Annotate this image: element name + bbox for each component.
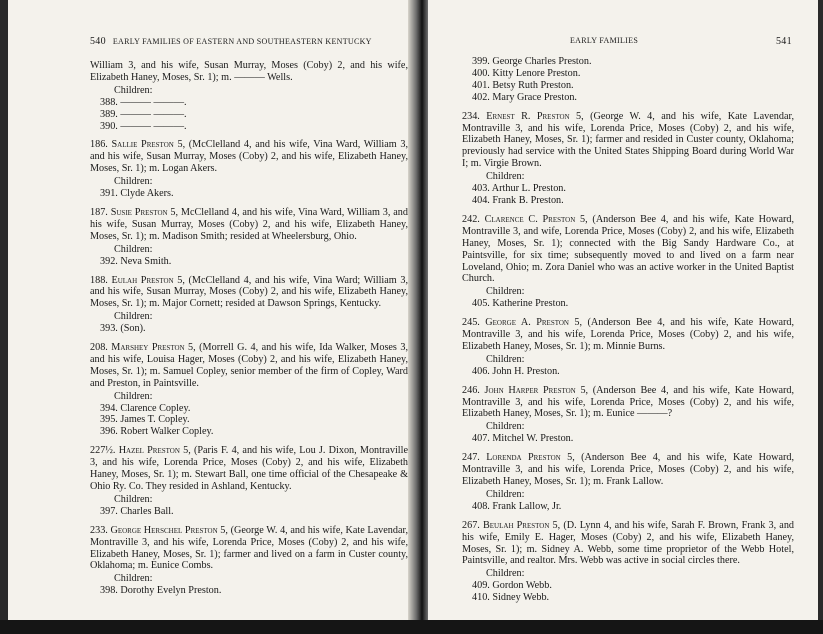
entry-children bbox=[90, 176, 408, 200]
entry-number: 187. bbox=[90, 206, 108, 218]
child-entry: 397. Charles Ball. bbox=[100, 505, 174, 517]
left-entries bbox=[90, 139, 408, 597]
entry-number: 267. bbox=[462, 519, 480, 531]
children-label: Children: bbox=[486, 488, 525, 500]
right-page bbox=[428, 0, 818, 620]
entry-children bbox=[462, 354, 794, 378]
entry-name: Marshey Preston bbox=[111, 342, 185, 354]
entry-name: Clarence C. Preston bbox=[484, 213, 576, 225]
left-page-number: 540 bbox=[90, 36, 106, 47]
child-entry: 401. Betsy Ruth Preston. bbox=[472, 79, 574, 91]
entry-name: Beulah Preston bbox=[482, 519, 550, 531]
entry-number: 186. bbox=[90, 139, 108, 151]
genealogy-entry bbox=[90, 139, 408, 175]
entry-number: 242. bbox=[462, 213, 480, 225]
entry-children bbox=[462, 171, 794, 207]
children-label: Children: bbox=[486, 353, 525, 365]
continuation-paragraph: William 3, and his wife, Susan Murray, Moses (Coby) 2, and his wife, Elizabeth Haney, Moses, Sr. 1); m. ——— Wells. bbox=[90, 60, 408, 83]
continuation-children bbox=[90, 85, 408, 133]
left-running-head-text: EARLY FAMILIES OF EASTERN AND SOUTHEASTERN KENTUCKY bbox=[112, 37, 372, 46]
entry-name: John Harper Preston bbox=[484, 384, 576, 396]
children-label: Children: bbox=[114, 243, 153, 255]
child-entry: 400. Kitty Lenore Preston. bbox=[472, 67, 581, 79]
entry-number: 188. bbox=[90, 274, 108, 286]
entry-text: 5, (Morrell G. 4, and his wife, Ida Walker, Moses 3, and his wife, Louisa Hager, Moses (Coby) 2, and his wife, Elizabeth Haney, Moses, Sr. 1); m. Samuel Copley, senior member of the firm of Copley, Ward and Preston, in Paintsville. bbox=[90, 342, 409, 389]
children-label: Children: bbox=[486, 286, 525, 298]
entry-number: 246. bbox=[462, 384, 480, 396]
entry-text: 5, (Anderson Bee 4, and his wife, Kate Howard, Montraville 3, and his wife, Lorenda Price, Moses (Coby) 2, and his wife, Elizabeth Haney, Moses, Sr. 1); m. Eunice ———? bbox=[462, 384, 794, 420]
children-label: Children: bbox=[114, 84, 153, 96]
entry-name: Eulah Preston bbox=[111, 274, 174, 286]
scan-bottom-edge bbox=[0, 620, 823, 634]
entry-children bbox=[462, 286, 794, 310]
child-entry: 407. Mitchel W. Preston. bbox=[472, 433, 574, 445]
entry-children bbox=[462, 421, 794, 445]
entry-name: George A. Preston bbox=[485, 317, 569, 329]
entry-text: 5, McClelland 4, and his wife, Vina Ward, William 3, and his wife, Susan Murray, Moses (Coby) 2, and his wife, Elizabeth Haney, Moses, Sr. 1); m. Madison Smith; resided at Wheelersburg, Ohio. bbox=[90, 206, 408, 242]
child-entry: 409. Gordon Webb. bbox=[472, 580, 552, 592]
entry-children bbox=[90, 391, 408, 439]
entry-text: 5, (Anderson Bee 4, and his wife, Kate Howard, Montraville 3, and his wife, Lorenda Price, Moses (Coby) 2, and his wife, Elizabeth Haney, Moses, Sr. 1); m. Frank Lallow. bbox=[462, 452, 795, 487]
children-label: Children: bbox=[114, 176, 153, 188]
entry-text: 5, (George W. 4, and his wife, Kate Lavendar, Montraville 3, and his wife, Lorenda Price, Moses (Coby) 2, and his wife, Elizabeth Haney, Moses, Sr. 1); farmer and resided in Custer county, Oklahoma; previously had service with the United States Shipping Board during World War I; m. Virgie Brown. bbox=[462, 110, 795, 170]
entry-text: 5, (George W. 4, and his wife, Kate Lavendar, Montraville 3, and his wife, Lorenda Price, Moses (Coby) 2, and his wife, Elizabeth Haney, Moses, Sr. 1); farmer and lived on a farm in Custer county, Oklahoma; m. Eunice Combs. bbox=[90, 524, 408, 572]
genealogy-entry bbox=[90, 525, 408, 573]
entry-text: 5, (McClelland 4, and his wife, Vina Ward, William 3, and his wife, Susan Murray, Moses (Coby) 2, and his wife, Elizabeth Haney, Moses, Sr. 1); m. Logan Akers. bbox=[90, 139, 409, 175]
entry-children bbox=[90, 573, 408, 597]
children-label: Children: bbox=[114, 573, 153, 585]
entry-name: Hazel Preston bbox=[118, 445, 180, 457]
left-page bbox=[8, 0, 416, 620]
child-entry: 392. Neva Smith. bbox=[100, 255, 172, 267]
child-entry: 408. Frank Lallow, Jr. bbox=[472, 500, 562, 512]
entry-children bbox=[90, 494, 408, 518]
right-page-number: 541 bbox=[776, 36, 792, 47]
children-label: Children: bbox=[486, 421, 525, 433]
genealogy-entry bbox=[462, 385, 794, 421]
left-page-text bbox=[90, 60, 408, 604]
child-entry: 396. Robert Walker Copley. bbox=[100, 426, 214, 438]
children-label: Children: bbox=[114, 390, 153, 402]
genealogy-entry bbox=[462, 452, 794, 488]
genealogy-entry bbox=[90, 207, 408, 243]
children-label: Children: bbox=[114, 311, 153, 323]
child-entry: 389. ——— ———. bbox=[100, 108, 187, 120]
child-entry: 398. Dorothy Evelyn Preston. bbox=[100, 585, 222, 597]
entry-text: 5, (D. Lynn 4, and his wife, Sarah F. Brown, Frank 3, and his wife, Emily E. Hager, Moses (Coby) 2, and his wife, Elizabeth Haney, Moses, Sr. 1); m. Sidney A. Webb, some time proprietor of the Webb Hotel, Paintsville, and realtor. Mrs. Webb was active in social circles there. bbox=[462, 519, 795, 567]
entry-name: Lorenda Preston bbox=[486, 452, 561, 464]
children-label: Children: bbox=[114, 493, 153, 505]
child-entry: 399. George Charles Preston. bbox=[472, 56, 592, 67]
entry-number: 245. bbox=[462, 317, 480, 329]
entry-name: Sallie Preston bbox=[111, 139, 174, 151]
entry-children bbox=[90, 311, 408, 335]
entry-children bbox=[462, 568, 794, 604]
entry-number: 208. bbox=[90, 342, 108, 354]
children-label: Children: bbox=[486, 568, 525, 580]
entry-name: Susie Preston bbox=[110, 206, 168, 218]
child-entry: 403. Arthur L. Preston. bbox=[472, 183, 566, 195]
genealogy-entry bbox=[90, 275, 408, 311]
child-entry: 402. Mary Grace Preston. bbox=[472, 91, 577, 103]
entry-text: 5, (McClelland 4, and his wife, Vina Ward; William 3, and his wife, Susan Murray, Moses (Coby) 2, and his wife, Elizabeth Haney, Moses, Sr. 1); m. Major Cornett; resided at Dawson Springs, Kentucky. bbox=[90, 274, 408, 310]
genealogy-entry bbox=[462, 111, 794, 171]
right-page-text bbox=[462, 56, 794, 611]
entry-number: 247. bbox=[462, 452, 480, 464]
genealogy-entry bbox=[90, 342, 408, 390]
entry-text: 5, (Paris F. 4, and his wife, Lou J. Dixon, Montraville 3, and his wife, Lorenda Price, Moses (Coby) 2, and his wife, Elizabeth Haney, Moses, Sr. 1); m. Stewart Ball, one time official of the Chesapeake & Ohio Ry. Co. They resided in Ashland, Kentucky. bbox=[90, 445, 408, 492]
genealogy-entry bbox=[462, 317, 794, 353]
child-entry: 404. Frank B. Preston. bbox=[472, 194, 564, 206]
child-entry: 395. James T. Copley. bbox=[100, 414, 190, 426]
entry-number: 233. bbox=[90, 524, 108, 536]
entry-children bbox=[90, 244, 408, 268]
entry-number: 227½. bbox=[90, 445, 116, 457]
children-label: Children: bbox=[486, 171, 525, 183]
genealogy-entry bbox=[90, 445, 408, 493]
child-entry: 406. John H. Preston. bbox=[472, 365, 560, 377]
child-entry: 405. Katherine Preston. bbox=[472, 298, 569, 310]
child-entry: 393. (Son). bbox=[100, 323, 146, 335]
left-running-head bbox=[90, 36, 372, 47]
entry-text: 5, (Anderson Bee 4, and his wife, Kate Howard, Montraville 3, and his wife, Lorenda Price, Moses (Coby) 2, and his wife, Elizabeth Haney, Moses, Sr. 1); m. Minnie Burns. bbox=[462, 317, 795, 352]
entry-number: 234. bbox=[462, 110, 480, 122]
child-entry: 390. ——— ———. bbox=[100, 120, 187, 132]
right-running-head: EARLY FAMILIES bbox=[570, 36, 639, 45]
top-children bbox=[462, 56, 794, 104]
child-entry: 410. Sidney Webb. bbox=[472, 592, 550, 604]
child-entry: 388. ——— ———. bbox=[100, 96, 187, 108]
right-page-number-wrap bbox=[776, 36, 792, 47]
entry-name: Ernest R. Preston bbox=[486, 110, 570, 122]
entry-name: George Herschel Preston bbox=[110, 524, 218, 536]
entry-children bbox=[462, 489, 794, 513]
genealogy-entry bbox=[462, 520, 794, 568]
child-entry: 391. Clyde Akers. bbox=[100, 188, 174, 200]
genealogy-entry bbox=[462, 214, 794, 285]
entry-text: 5, (Anderson Bee 4, and his wife, Kate Howard, Montraville 3, and wife, Lorenda Price, Moses (Coby) 2, and his wife, Elizabeth Haney, Moses, Sr. 1); connected with the Big Sandy Hardware Co., at Paintsville, for six time; subsequently moved to and lived on a farm near Loveland, Ohio; m. Zora Daniel who was an active worker in the United Baptist Church. bbox=[462, 213, 795, 285]
child-entry: 394. Clarence Copley. bbox=[100, 402, 191, 414]
right-entries bbox=[462, 111, 794, 604]
